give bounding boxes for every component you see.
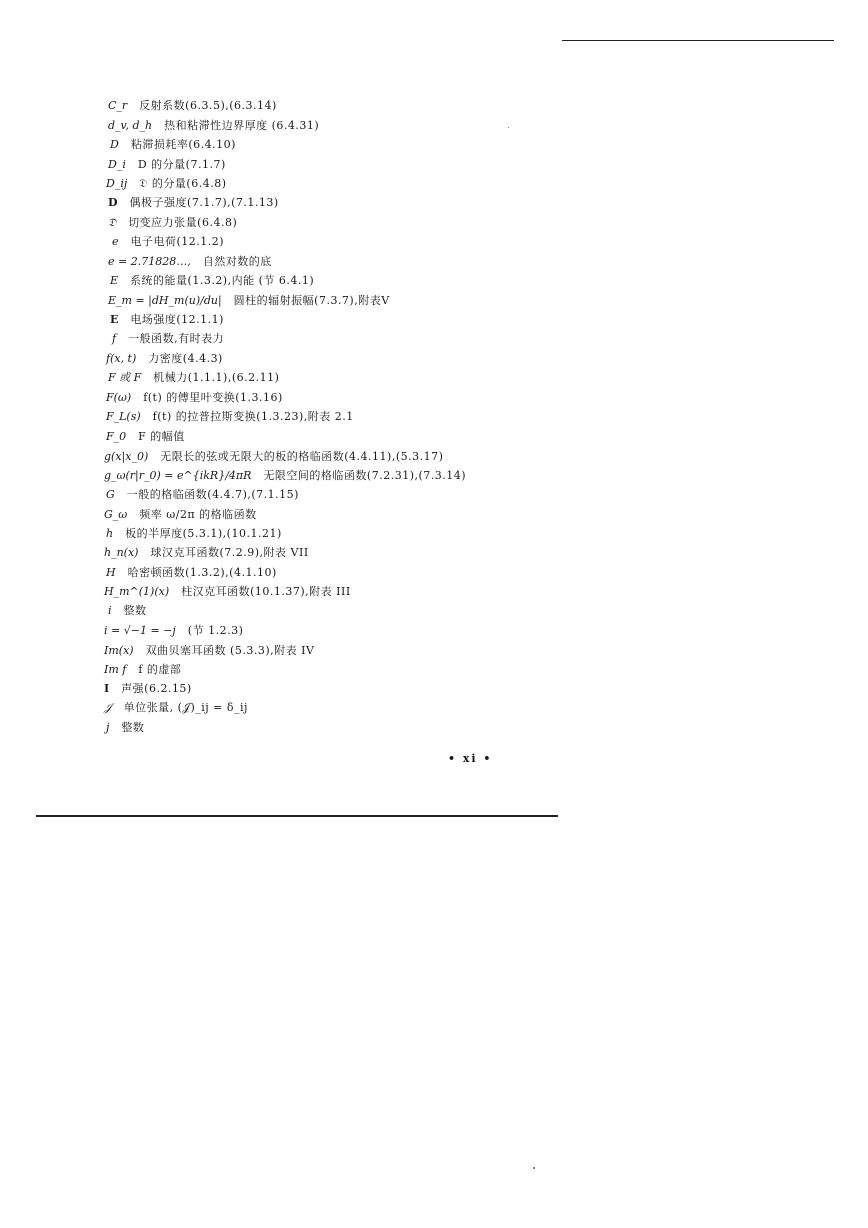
entry-symbol: I [104, 682, 110, 695]
entry-description: 粘滞损耗率(6.4.10) [130, 138, 236, 151]
entry-symbol: h [106, 527, 114, 540]
entry-description: 哈密顿函数(1.3.2),(4.1.10) [127, 566, 277, 579]
glossary-entry [104, 583, 351, 601]
entry-symbol: Im(x) [104, 644, 134, 657]
glossary-entry [104, 467, 466, 485]
entry-description: 偶极子强度(7.1.7),(7.1.13) [129, 196, 279, 209]
entry-symbol: Im f [104, 663, 127, 676]
glossary-entry [104, 642, 314, 660]
glossary-entry [106, 389, 283, 407]
entry-description: 电场强度(12.1.1) [130, 313, 224, 326]
glossary-entry [108, 292, 390, 310]
glossary-entry [108, 117, 319, 135]
glossary-entry [106, 564, 277, 582]
glossary-entry [104, 661, 181, 679]
entry-symbol: i [108, 604, 112, 617]
entry-description: 双曲贝塞耳函数 (5.3.3),附表 IV [145, 644, 315, 657]
entry-description: 无限空间的格临函数(7.2.31),(7.3.14) [263, 469, 467, 482]
glossary-entry [108, 97, 277, 115]
entry-symbol: i = √−1 = −j [104, 624, 176, 637]
glossary-entry [104, 680, 192, 698]
entry-symbol: E_m = |dH_m(u)/du| [108, 294, 222, 307]
glossary-entry [108, 369, 279, 387]
entry-symbol: H [106, 566, 116, 579]
entry-symbol: D [110, 138, 119, 151]
entry-symbol: j [106, 721, 110, 734]
entry-description: 反射系数(6.3.5),(6.3.14) [139, 99, 277, 112]
entry-description: 电子电荷(12.1.2) [130, 235, 225, 248]
entry-description: 无限长的弦或无限大的板的格临函数(4.4.11),(5.3.17) [160, 450, 444, 463]
glossary-entry [108, 253, 272, 271]
glossary-entry [104, 622, 243, 640]
entry-symbol: C_r [108, 99, 128, 112]
glossary-entry [106, 408, 354, 426]
entry-symbol: E [110, 313, 119, 326]
entry-symbol: D_i [108, 158, 126, 171]
entry-description: 板的半厚度(5.3.1),(10.1.21) [125, 527, 282, 540]
glossary-entry [108, 602, 147, 620]
entry-symbol: f [112, 332, 117, 345]
entry-description: f(t) 的拉普拉斯变换(1.3.23),附表 2.1 [152, 410, 354, 423]
entry-description: 频率 ω/2π 的格临函数 [139, 508, 257, 521]
entry-symbol: D_ij [106, 177, 128, 190]
entry-description: F 的幅值 [138, 430, 185, 443]
bottom-rule [36, 815, 558, 817]
entry-symbol: 𝒥 [104, 701, 112, 714]
entry-description: 力密度(4.4.3) [148, 352, 223, 365]
entry-symbol: G [106, 488, 115, 501]
entry-description: f(t) 的傅里叶变换(1.3.16) [143, 391, 283, 404]
entry-symbol: F 或 F [108, 371, 142, 384]
entry-symbol: g_ω(r|r_0) = e^{ikR}/4πR [104, 469, 252, 482]
entry-symbol: e [112, 235, 119, 248]
entry-description: 𝔇 的分量(6.4.8) [139, 177, 227, 190]
glossary-entry [108, 194, 279, 212]
glossary-entry [104, 506, 257, 524]
glossary-entry [112, 233, 224, 251]
glossary-entry [106, 486, 299, 504]
glossary-entry [106, 428, 185, 446]
entry-description: 热和粘滞性边界厚度 (6.4.31) [164, 119, 320, 132]
glossary-entry [104, 448, 443, 466]
glossary-entry [110, 311, 224, 329]
entry-description: 整数 [121, 721, 145, 734]
entry-description: 一般函数,有时表力 [128, 332, 225, 345]
glossary-entry [106, 175, 226, 193]
entry-description: (节 1.2.3) [187, 624, 244, 637]
glossary-entry [106, 525, 282, 543]
entry-symbol: e = 2.71828…, [108, 255, 191, 268]
entry-description: f 的虚部 [138, 663, 182, 676]
entry-symbol: G_ω [104, 508, 128, 521]
scan-speck [508, 127, 509, 128]
glossary-entry [104, 544, 309, 562]
entry-symbol: F_L(s) [106, 410, 141, 423]
glossary-entry [108, 214, 237, 232]
glossary-entry [110, 136, 236, 154]
glossary-entry [112, 330, 224, 348]
entry-description: 机械力(1.1.1),(6.2.11) [153, 371, 280, 384]
entry-symbol: g(x|x_0) [104, 450, 149, 463]
entry-description: D 的分量(7.1.7) [137, 158, 226, 171]
glossary-entry [106, 350, 223, 368]
entry-description: 切变应力张量(6.4.8) [128, 216, 238, 229]
entry-symbol: F_0 [106, 430, 127, 443]
entry-description: 单位张量, (𝒥)_ij = δ_ij [123, 701, 248, 714]
scan-speck [533, 1167, 535, 1169]
entry-symbol: H_m^(1)(x) [104, 585, 170, 598]
glossary-entry [104, 699, 248, 717]
entry-description: 整数 [123, 604, 147, 617]
entry-symbol: f(x, t) [106, 352, 137, 365]
entry-description: 自然对数的底 [202, 255, 272, 268]
entry-description: 声强(6.2.15) [121, 682, 192, 695]
glossary-entry [108, 156, 226, 174]
entry-description: 圆柱的辐射振幅(7.3.7),附表V [233, 294, 390, 307]
entry-symbol: D [108, 196, 118, 209]
entry-symbol: d_v, d_h [108, 119, 153, 132]
entry-symbol: 𝔇 [108, 216, 117, 229]
entry-description: 一般的格临函数(4.4.7),(7.1.15) [126, 488, 299, 501]
entry-symbol: E [110, 274, 119, 287]
page-number: • xi • [448, 752, 493, 765]
glossary-entry [106, 719, 144, 737]
glossary-entry [110, 272, 314, 290]
entry-symbol: F(ω) [106, 391, 132, 404]
entry-symbol: h_n(x) [104, 546, 139, 559]
entry-description: 柱汉克耳函数(10.1.37),附表 III [181, 585, 351, 598]
entry-description: 系统的能量(1.3.2),内能 (节 6.4.1) [130, 274, 315, 287]
entry-description: 球汉克耳函数(7.2.9),附表 VII [150, 546, 309, 559]
